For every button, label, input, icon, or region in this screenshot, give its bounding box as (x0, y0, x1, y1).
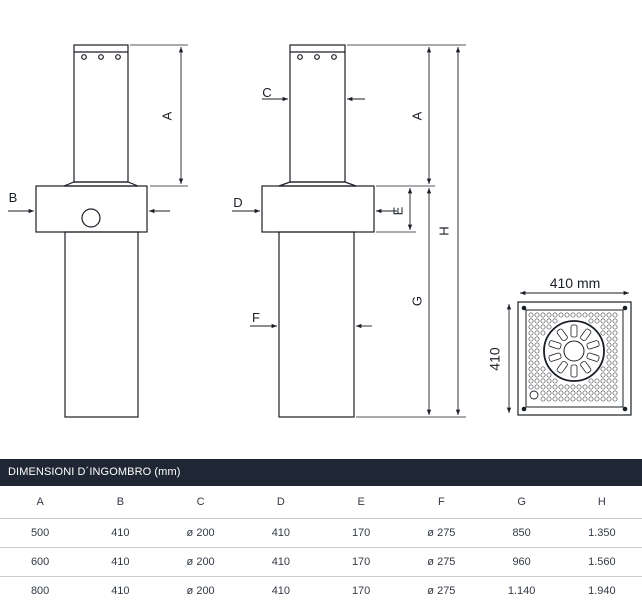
column-header: E (321, 486, 401, 519)
plan-hole (607, 343, 611, 347)
plan-hole (583, 391, 587, 395)
column-header: D (241, 486, 321, 519)
plan-hole (613, 397, 617, 401)
plan-hole (529, 319, 533, 323)
plan-hole (553, 397, 557, 401)
table-cell: ø 275 (401, 519, 481, 548)
table-cell: 1.140 (482, 577, 562, 605)
plan-corner-hole (623, 306, 628, 311)
plan-hole (577, 397, 581, 401)
plan-hole (535, 331, 539, 335)
plan-hole (529, 379, 533, 383)
plan-hole (595, 313, 599, 317)
plan-hole (613, 343, 617, 347)
plan-hole (607, 319, 611, 323)
plan-hole (535, 367, 539, 371)
plan-hole (607, 337, 611, 341)
plan-hole (541, 397, 545, 401)
plan-hole (541, 313, 545, 317)
plan-hole (529, 367, 533, 371)
plan-corner-hole (623, 407, 628, 412)
plan-hole (577, 385, 581, 389)
plan-hole (547, 397, 551, 401)
dimension-d-label: D (233, 195, 242, 210)
plan-hole (529, 349, 533, 353)
cylinder-flange (279, 182, 356, 186)
plan-hole (595, 385, 599, 389)
plan-hole (559, 391, 563, 395)
plan-hole (607, 397, 611, 401)
plan-hole (535, 349, 539, 353)
plan-hole (565, 391, 569, 395)
table-cell: ø 275 (401, 548, 481, 577)
plan-hole (535, 343, 539, 347)
side-view (8, 45, 188, 417)
column-header: G (482, 486, 562, 519)
plan-hole (559, 313, 563, 317)
plan-corner-hole (522, 306, 527, 311)
table-cell: 600 (0, 548, 80, 577)
plan-hole (607, 391, 611, 395)
table-cell: ø 275 (401, 577, 481, 605)
light-dot (116, 55, 121, 60)
plan-hole (553, 319, 557, 323)
plan-slot (586, 340, 599, 349)
plan-hole (607, 361, 611, 365)
table-cell: 1.560 (562, 548, 642, 577)
plan-hole (595, 397, 599, 401)
section-view (232, 45, 466, 417)
table-row (0, 519, 642, 548)
plan-hole (559, 397, 563, 401)
plan-hole (553, 313, 557, 317)
light-dot (298, 55, 303, 60)
plan-view (509, 293, 631, 415)
table-cell: 410 (241, 577, 321, 605)
table-cell: ø 200 (161, 519, 241, 548)
plan-hole (529, 325, 533, 329)
plan-slot (556, 328, 568, 341)
plan-hole (535, 373, 539, 377)
plan-hole (613, 373, 617, 377)
plan-hole (613, 331, 617, 335)
plan-hole (607, 379, 611, 383)
plan-hole (535, 361, 539, 365)
plan-hole (535, 379, 539, 383)
table-cell: 410 (241, 548, 321, 577)
plan-width-label: 410 mm (550, 275, 601, 291)
plan-corner-hole (522, 407, 527, 412)
plan-hole (607, 355, 611, 359)
plan-hole (535, 325, 539, 329)
plan-hole (541, 331, 545, 335)
plan-hole (577, 391, 581, 395)
light-dot (315, 55, 320, 60)
plan-hole (541, 367, 545, 371)
plan-hole (607, 325, 611, 329)
plan-hole (601, 385, 605, 389)
table-cell: 1.350 (562, 519, 642, 548)
plan-hole (601, 325, 605, 329)
plan-center-ring (544, 321, 604, 381)
plan-hole (535, 355, 539, 359)
plan-hole (565, 397, 569, 401)
dimension-b-label: B (9, 190, 18, 205)
dimensions-table (0, 486, 642, 605)
table-cell: ø 200 (161, 577, 241, 605)
plan-slot (580, 328, 592, 341)
table-row (0, 548, 642, 577)
column-header: H (562, 486, 642, 519)
plan-hole (607, 367, 611, 371)
cylinder-flange (64, 182, 138, 186)
plan-hole (607, 349, 611, 353)
plan-depth-label: 410 (487, 347, 503, 371)
plan-hole (547, 373, 551, 377)
plan-hole (613, 325, 617, 329)
plan-slot (571, 365, 577, 377)
plan-hole (541, 385, 545, 389)
plan-hole (547, 391, 551, 395)
plan-hole (601, 319, 605, 323)
plan-hole (607, 385, 611, 389)
plan-slot (586, 352, 599, 361)
dimension-h-label: H (436, 226, 451, 235)
plan-hole (589, 397, 593, 401)
plan-hole (583, 385, 587, 389)
plan-hole (613, 337, 617, 341)
plan-hole (541, 319, 545, 323)
plan-slot (548, 340, 561, 349)
plan-hole (529, 373, 533, 377)
plan-hole (613, 349, 617, 353)
plan-hole (607, 331, 611, 335)
plan-hole (547, 325, 551, 329)
dimension-c-label: C (262, 85, 271, 100)
table-cell: 1.940 (562, 577, 642, 605)
plan-hole (535, 319, 539, 323)
dimension-e-label: E (390, 206, 405, 215)
plan-hole (595, 319, 599, 323)
dimension-f-label: F (252, 310, 260, 325)
plan-hole (571, 397, 575, 401)
bollard-cylinder (290, 45, 345, 182)
plan-hole (601, 373, 605, 377)
table-cell: 850 (482, 519, 562, 548)
plan-hole (601, 367, 605, 371)
plan-hole (613, 391, 617, 395)
plan-hole (565, 313, 569, 317)
plan-inner-square (526, 310, 623, 407)
lock-circle (82, 209, 100, 227)
plan-hole (613, 319, 617, 323)
plan-hole (553, 391, 557, 395)
plan-hole (613, 355, 617, 359)
plan-hole (553, 379, 557, 383)
plan-hole (571, 385, 575, 389)
plan-hole (601, 391, 605, 395)
plan-lock-hole (530, 391, 538, 399)
table-cell: 800 (0, 577, 80, 605)
plan-hole (583, 313, 587, 317)
bollard-cylinder (74, 45, 128, 182)
foundation-casing (65, 232, 138, 417)
plan-hole (565, 385, 569, 389)
table-cell: 170 (321, 519, 401, 548)
plan-hole (529, 337, 533, 341)
light-dot (82, 55, 87, 60)
plan-hole (529, 385, 533, 389)
plan-hole (601, 331, 605, 335)
plan-hole (541, 373, 545, 377)
plan-hole (529, 361, 533, 365)
foundation-casing (279, 232, 354, 417)
plan-hole (535, 385, 539, 389)
plan-hole (595, 391, 599, 395)
table-cell: 500 (0, 519, 80, 548)
plan-hole (553, 385, 557, 389)
light-dot (99, 55, 104, 60)
plan-hole (607, 313, 611, 317)
plan-hole (547, 319, 551, 323)
plan-hole (601, 397, 605, 401)
plan-hole (559, 385, 563, 389)
plan-hole (589, 319, 593, 323)
plan-center-inner (564, 341, 584, 361)
plan-hole (535, 313, 539, 317)
plan-hole (529, 331, 533, 335)
table-cell: 960 (482, 548, 562, 577)
plan-hole (547, 313, 551, 317)
table-header-row (0, 486, 642, 519)
plan-hole (535, 337, 539, 341)
plan-hole (577, 313, 581, 317)
dimensions-table-title: DIMENSIONI D´INGOMBRO (mm) (0, 459, 642, 486)
plan-hole (529, 355, 533, 359)
plan-hole (547, 385, 551, 389)
table-cell: 170 (321, 577, 401, 605)
table-cell: 410 (80, 519, 160, 548)
plan-hole (613, 367, 617, 371)
plan-hole (595, 379, 599, 383)
plan-hole (589, 313, 593, 317)
column-header: B (80, 486, 160, 519)
dimension-a-label: A (409, 111, 424, 120)
plan-hole (541, 391, 545, 395)
plan-slot (548, 352, 561, 361)
column-header: C (161, 486, 241, 519)
plan-hole (589, 379, 593, 383)
plan-hole (589, 391, 593, 395)
table-cell: 410 (80, 577, 160, 605)
plan-hole (601, 313, 605, 317)
light-dot (332, 55, 337, 60)
plan-hole (541, 379, 545, 383)
plan-hole (529, 343, 533, 347)
plan-hole (583, 397, 587, 401)
plan-hole (571, 391, 575, 395)
plan-slot (571, 325, 577, 337)
plan-hole (613, 379, 617, 383)
plan-slot (580, 361, 592, 374)
dimension-g-label: G (409, 296, 424, 306)
plan-hole (613, 361, 617, 365)
column-header: A (0, 486, 80, 519)
plan-hole (541, 325, 545, 329)
column-header: F (401, 486, 481, 519)
table-cell: ø 200 (161, 548, 241, 577)
plan-hole (613, 385, 617, 389)
table-cell: 170 (321, 548, 401, 577)
plan-hole (601, 379, 605, 383)
plan-hole (607, 373, 611, 377)
plan-slot (556, 361, 568, 374)
plan-hole (613, 313, 617, 317)
table-row (0, 577, 642, 605)
plan-hole (547, 379, 551, 383)
table-cell: 410 (80, 548, 160, 577)
plan-hole (529, 313, 533, 317)
plan-hole (589, 385, 593, 389)
dimension-a-label: A (159, 111, 174, 120)
plan-hole (571, 313, 575, 317)
table-cell: 410 (241, 519, 321, 548)
top-box (262, 186, 374, 232)
plan-center-slots (548, 325, 599, 377)
